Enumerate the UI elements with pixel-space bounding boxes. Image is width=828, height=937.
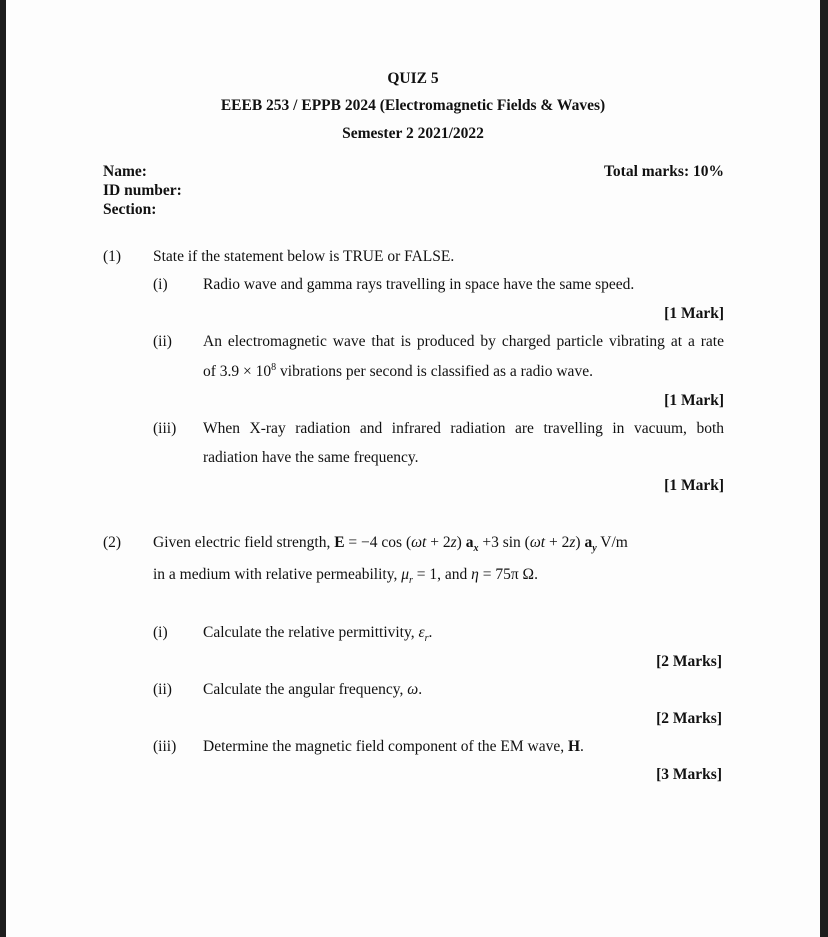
q2-item-text: Calculate the relative permittivity, $\varepsilon_r$. bbox=[203, 624, 433, 645]
q2-medium: in a medium with relative permeability, $\mu_r = 1$, and η = 75π Ω. bbox=[153, 566, 538, 587]
quiz-title: QUIZ 5 bbox=[387, 70, 439, 87]
q1-item-mark: [1 Mark] bbox=[664, 392, 724, 409]
q2-item-mark: [2 Marks] bbox=[656, 653, 722, 670]
q1-item-label: (iii) bbox=[153, 420, 177, 437]
q2-number: (2) bbox=[103, 534, 122, 551]
semester-label: Semester 2 2021/2022 bbox=[342, 125, 484, 142]
q2-electric-field: Given electric field strength, E = −4 cos (ωt + 2z) $a_x +3$ sin (ωt + 2z) $a_y$ V/m bbox=[153, 534, 628, 555]
q1-item-label: (i) bbox=[153, 276, 168, 293]
q1-item-text: When X-ray radiation and infrared radiation are travelling in vacuum, both bbox=[203, 420, 724, 437]
section-label: Section: bbox=[103, 201, 157, 218]
q2-item-label: (ii) bbox=[153, 681, 172, 698]
total-marks: Total marks: 10% bbox=[604, 163, 724, 180]
q1-item-mark: [1 Mark] bbox=[664, 477, 724, 494]
q1-prompt: State if the statement below is TRUE or FALSE. bbox=[153, 248, 455, 265]
id-number-label: ID number: bbox=[103, 182, 182, 199]
name-label: Name: bbox=[103, 163, 147, 180]
q1-item-label: (ii) bbox=[153, 333, 172, 350]
q1-item-text: Radio wave and gamma rays travelling in space have the same speed. bbox=[203, 276, 635, 293]
q1-item-text-line2: radiation have the same frequency. bbox=[203, 449, 419, 466]
q1-number: (1) bbox=[103, 248, 122, 265]
q2-item-text: Calculate the angular frequency, ω. bbox=[203, 681, 423, 698]
course-title: EEEB 253 / EPPB 2024 (Electromagnetic Fields & Waves) bbox=[220, 97, 606, 114]
q2-item-mark: [3 Marks] bbox=[656, 766, 722, 783]
q2-item-text: Determine the magnetic field component of the EM wave, H. bbox=[203, 738, 584, 755]
quiz-page bbox=[6, 0, 820, 937]
q2-item-label: (iii) bbox=[153, 738, 177, 755]
q2-item-label: (i) bbox=[153, 624, 168, 641]
q1-item-text: An electromagnetic wave that is produced by charged particle vibrating at a rate bbox=[203, 333, 724, 350]
q2-item-mark: [2 Marks] bbox=[656, 710, 722, 727]
q1-item-mark: [1 Mark] bbox=[664, 305, 724, 322]
q1-item-text-line2: of $3.9 \times 10^8$ vibrations per second is classified as a radio wave. bbox=[203, 362, 593, 381]
